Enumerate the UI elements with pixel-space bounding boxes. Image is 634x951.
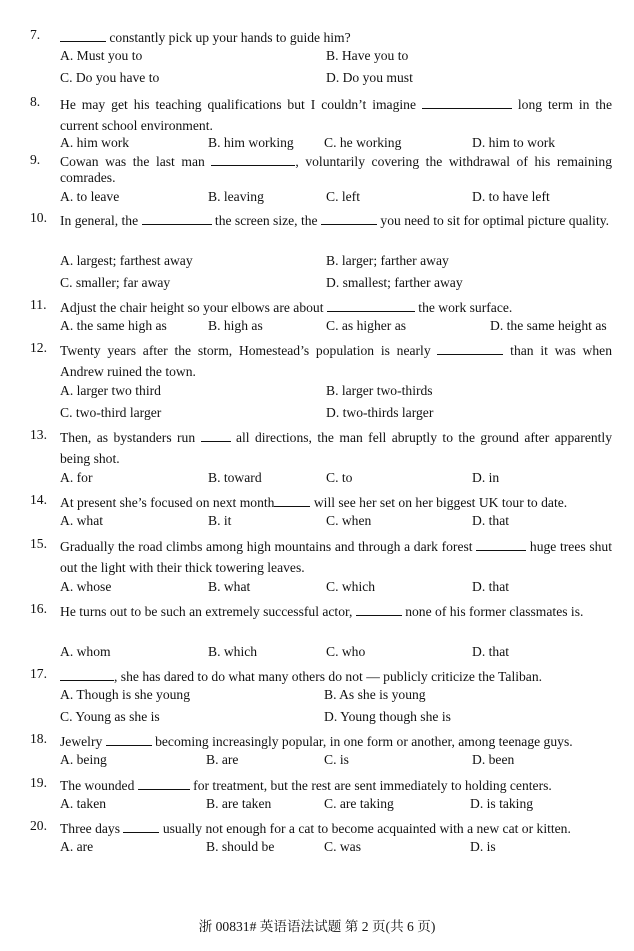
option-c[interactable]: C. Young as she is — [60, 709, 160, 724]
option-a[interactable]: A. largest; farthest away — [60, 253, 193, 268]
option-a[interactable]: A. whose — [60, 579, 112, 594]
question-stem: Jewelry becoming increasingly popular, in one form or another, among teenage guys. — [60, 734, 573, 749]
option-b[interactable]: B. what — [208, 579, 251, 594]
option-a[interactable]: A. taken — [60, 796, 107, 811]
option-d[interactable]: D. in — [472, 470, 500, 485]
option-d[interactable]: D. that — [472, 513, 509, 528]
option-d[interactable]: D. Do you must — [326, 70, 413, 85]
option-b[interactable]: B. larger two-thirds — [326, 383, 433, 398]
option-c[interactable]: C. smaller; far away — [60, 275, 171, 290]
option-c[interactable]: C. to — [326, 470, 353, 485]
question-number: 16. — [30, 601, 47, 616]
page-footer: 浙 00831# 英语语法试题 第 2 页(共 6 页) — [198, 919, 436, 934]
option-d[interactable]: D. Young though she is — [324, 709, 451, 724]
options-row-1 — [60, 253, 620, 274]
option-c[interactable]: C. are taking — [324, 796, 394, 811]
option-d[interactable]: D. the same height as — [490, 318, 607, 333]
option-d[interactable]: D. smallest; farther away — [326, 275, 463, 290]
option-b[interactable]: B. should be — [206, 839, 275, 854]
option-c[interactable]: C. two-third larger — [60, 405, 162, 420]
option-d[interactable]: D. is taking — [470, 796, 534, 811]
question-number: 12. — [30, 340, 47, 355]
question-stem: Cowan was the last man , voluntarily covering the withdrawal of his remaining comrades. — [60, 154, 612, 185]
options-row — [60, 189, 620, 210]
question-number: 10. — [30, 210, 47, 225]
option-c[interactable]: C. who — [326, 644, 366, 659]
option-d[interactable]: D. is — [470, 839, 496, 854]
option-c[interactable]: C. Do you have to — [60, 70, 160, 85]
option-c[interactable]: C. is — [324, 752, 349, 767]
option-d[interactable]: D. been — [472, 752, 515, 767]
question-stem: , she has dared to do what many others do not — publicly criticize the Taliban. — [60, 666, 612, 687]
question-stem: At present she’s focused on next month will see her set on her biggest UK tour to date. — [60, 495, 568, 510]
option-d[interactable]: D. to have left — [472, 189, 550, 204]
question-number: 18. — [30, 731, 47, 746]
option-b[interactable]: B. are — [206, 752, 239, 767]
options-row — [60, 839, 620, 860]
option-c[interactable]: C. when — [326, 513, 372, 528]
option-b[interactable]: B. which — [208, 644, 258, 659]
option-a[interactable]: A. him work — [60, 135, 130, 150]
option-a[interactable]: A. are — [60, 839, 94, 854]
option-c[interactable]: C. as higher as — [326, 318, 407, 333]
options-row-1 — [60, 383, 620, 404]
option-a[interactable]: A. to leave — [60, 189, 120, 204]
question-number: 11. — [30, 297, 47, 312]
option-c[interactable]: C. left — [326, 189, 360, 204]
options-row-2 — [60, 709, 620, 730]
option-b[interactable]: B. toward — [208, 470, 262, 485]
options-row — [60, 752, 620, 773]
options-row — [60, 644, 620, 665]
options-row-2 — [60, 70, 620, 91]
question-number: 20. — [30, 818, 47, 833]
question-stem: Adjust the chair height so your elbows are about the work surface. — [60, 300, 513, 315]
options-row-2 — [60, 275, 620, 296]
option-a[interactable]: A. being — [60, 752, 107, 767]
option-a[interactable]: A. whom — [60, 644, 111, 659]
question-stem: Twenty years after the storm, Homestead’s population is nearly than it was when Andrew ruined the town. — [60, 343, 613, 379]
question-stem: Gradually the road climbs among high mountains and through a dark forest huge trees shut out the light with their thick towering leaves. — [60, 539, 612, 575]
option-b[interactable]: B. larger; farther away — [326, 253, 449, 268]
option-b[interactable]: B. are taken — [206, 796, 272, 811]
question-number: 13. — [30, 427, 47, 442]
question-stem: Three days usually not enough for a cat to become acquainted with a new cat or kitten. — [60, 821, 571, 836]
option-a[interactable]: A. for — [60, 470, 93, 485]
options-row — [60, 513, 620, 534]
option-a[interactable]: A. Must you to — [60, 48, 143, 63]
option-d[interactable]: D. that — [472, 579, 509, 594]
option-d[interactable]: D. two-thirds larger — [326, 405, 434, 420]
option-c[interactable]: C. which — [326, 579, 376, 594]
options-row — [60, 579, 620, 600]
option-a[interactable]: A. larger two third — [60, 383, 161, 398]
options-row — [60, 796, 620, 817]
option-a[interactable]: A. Though is she young — [60, 687, 191, 702]
options-row — [60, 318, 620, 339]
option-b[interactable]: B. high as — [208, 318, 263, 333]
options-row-1 — [60, 48, 620, 69]
options-row — [60, 470, 620, 491]
option-d[interactable]: D. that — [472, 644, 509, 659]
question-number: 15. — [30, 536, 47, 551]
question-number: 8. — [30, 94, 41, 109]
question-stem: In general, the the screen size, the you need to sit for optimal picture quality. — [60, 213, 610, 228]
question-number: 17. — [30, 666, 47, 681]
options-row-1 — [60, 687, 620, 708]
option-b[interactable]: B. him working — [208, 135, 294, 150]
option-c[interactable]: C. he working — [324, 135, 402, 150]
option-a[interactable]: A. what — [60, 513, 104, 528]
option-b[interactable]: B. As she is young — [324, 687, 426, 702]
option-a[interactable]: A. the same high as — [60, 318, 167, 333]
question-number: 9. — [30, 152, 41, 167]
question-stem: Then, as bystanders run all directions, the man fell abruptly to the ground after apparently being shot. — [60, 430, 612, 466]
option-b[interactable]: B. Have you to — [326, 48, 409, 63]
question-number: 19. — [30, 775, 47, 790]
question-number: 14. — [30, 492, 47, 507]
question-stem: constantly pick up your hands to guide him? — [60, 27, 612, 48]
question-stem: He turns out to be such an extremely successful actor, none of his former classmates is. — [60, 604, 584, 619]
options-row-2 — [60, 405, 620, 426]
option-b[interactable]: B. it — [208, 513, 232, 528]
question-stem: He may get his teaching qualifications but I couldn’t imagine long term in the current school environment. — [60, 97, 612, 133]
option-b[interactable]: B. leaving — [208, 189, 264, 204]
question-stem: The wounded for treatment, but the rest are sent immediately to holding centers. — [60, 778, 552, 793]
option-d[interactable]: D. him to work — [472, 135, 556, 150]
option-c[interactable]: C. was — [324, 839, 362, 854]
question-number: 7. — [30, 27, 41, 42]
